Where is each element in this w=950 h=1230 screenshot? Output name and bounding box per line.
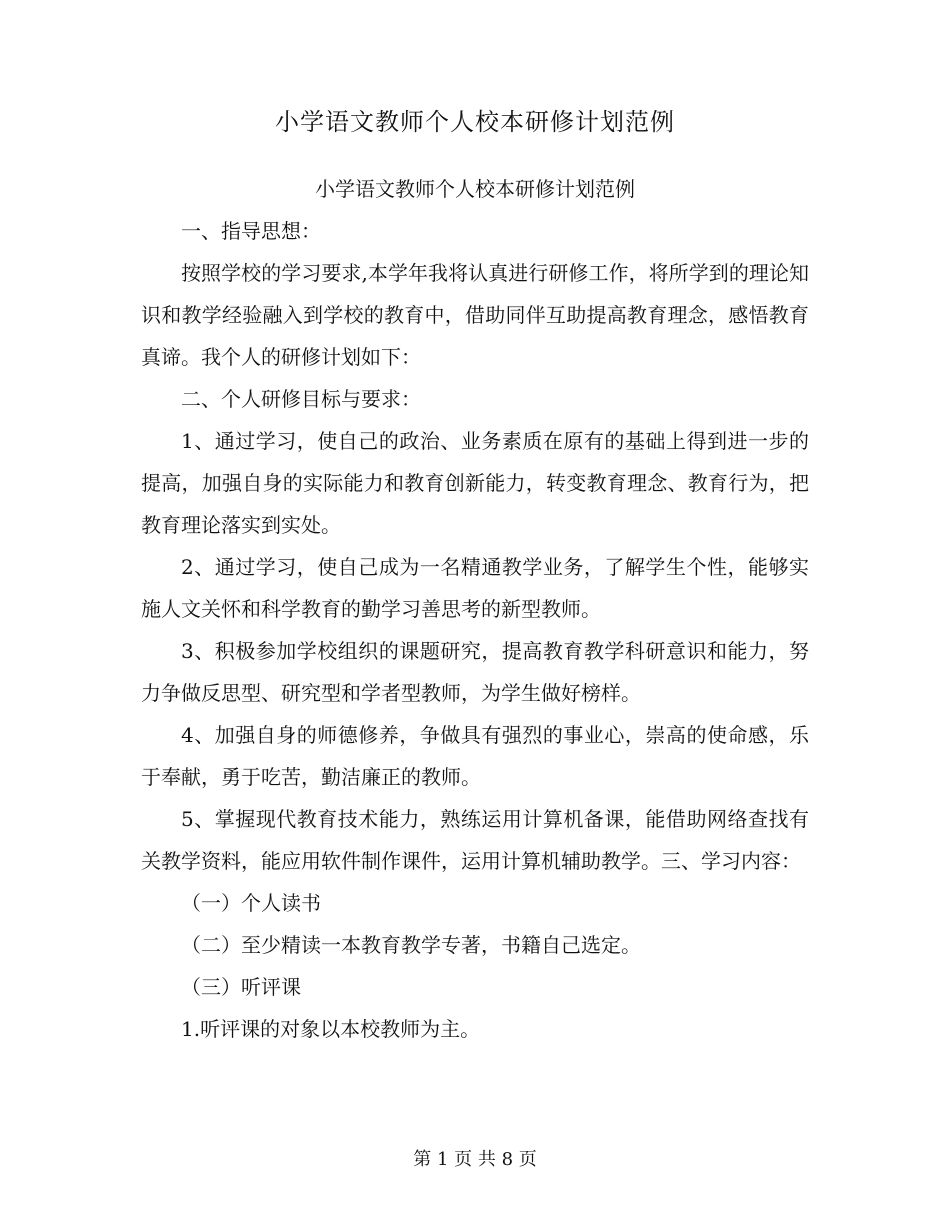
- paragraph-goal-1: 1、通过学习，使自己的政治、业务素质在原有的基础上得到进一步的提高，加强自身的实际能力和教育创新能力，转变教育理念、教育行为，把教育理论落实到实处。: [141, 429, 809, 537]
- document-body: [141, 168, 809, 1050]
- list-item-reading: （一）个人读书: [181, 891, 321, 915]
- paragraph-goal-3: 3、积极参加学校组织的课题研究，提高教育教学科研意识和能力，努力争做反思型、研究型和学者型教师，为学生做好榜样。: [141, 639, 809, 705]
- section-heading-guiding-thought: 一、指导思想：: [181, 219, 321, 243]
- list-item-book-study: （二）至少精读一本教育教学专著，书籍自己选定。: [181, 933, 641, 957]
- paragraph-intro: 按照学校的学习要求,本学年我将认真进行研修工作，将所学到的理论知识和教学经验融入到学校的教育中，借助同伴互助提高教育理念，感悟教育真谛。我个人的研修计划如下：: [141, 261, 809, 369]
- subtitle: 小学语文教师个人校本研修计划范例: [315, 177, 635, 201]
- paragraph-goal-4: 4、加强自身的师德修养，争做具有强烈的事业心，崇高的使命感，乐于奉献，勇于吃苦，勤洁廉正的教师。: [141, 723, 809, 789]
- paragraph-goal-2: 2、通过学习，使自己成为一名精通教学业务，了解学生个性，能够实施人文关怀和科学教育的勤学习善思考的新型教师。: [141, 555, 809, 621]
- paragraph-goal-5: 5、掌握现代教育技术能力，熟练运用计算机备课，能借助网络查找有关教学资料，能应用软件制作课件，运用计算机辅助教学。三、学习内容：: [141, 807, 809, 873]
- list-item-review-target: 1.听评课的对象以本校教师为主。: [181, 1017, 481, 1041]
- document-title: 小学语文教师个人校本研修计划范例: [275, 108, 675, 136]
- section-heading-goals: 二、个人研修目标与要求：: [181, 387, 421, 411]
- page-number: 第 1 页 共 8 页: [413, 1149, 537, 1170]
- list-item-lesson-review: （三）听评课: [181, 975, 301, 999]
